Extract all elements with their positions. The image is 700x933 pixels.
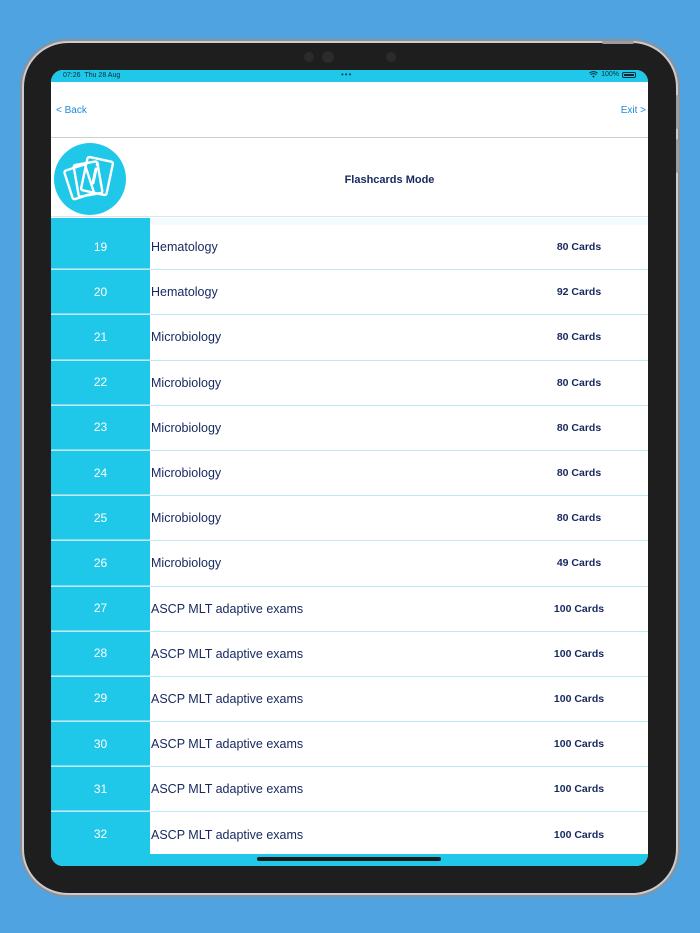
deck-title: ASCP MLT adaptive exams — [151, 646, 304, 661]
deck-number: 21 — [51, 315, 150, 359]
deck-card-count: 100 Cards — [553, 738, 605, 751]
volume-down-button — [676, 139, 679, 173]
deck-card-count: 80 Cards — [556, 376, 602, 389]
page-header — [51, 139, 648, 217]
deck-card-count: 92 Cards — [556, 286, 602, 299]
deck-row[interactable] — [51, 406, 648, 451]
home-indicator[interactable] — [257, 857, 441, 861]
list-top-strip — [51, 218, 150, 225]
exit-button[interactable]: Exit > — [620, 105, 646, 116]
app-screen — [51, 70, 648, 866]
deck-title: Microbiology — [151, 375, 222, 390]
deck-title: Microbiology — [151, 466, 222, 481]
multitasking-dots[interactable]: ••• — [341, 70, 353, 79]
deck-card-count: 80 Cards — [556, 331, 602, 344]
deck-title: Hematology — [151, 240, 218, 255]
volume-up-button — [676, 95, 679, 129]
page-title: Flashcards Mode — [344, 174, 435, 186]
deck-card-count: 80 Cards — [556, 467, 602, 480]
deck-row[interactable] — [51, 632, 648, 677]
deck-number: 25 — [51, 496, 150, 540]
battery-icon — [622, 72, 636, 78]
deck-row[interactable] — [51, 677, 648, 722]
deck-card-count: 80 Cards — [556, 512, 602, 525]
deck-title: ASCP MLT adaptive exams — [151, 827, 304, 842]
deck-number: 22 — [51, 361, 150, 405]
deck-number: 29 — [51, 677, 150, 721]
deck-number: 30 — [51, 722, 150, 766]
status-bar — [51, 70, 648, 82]
deck-card-count: 100 Cards — [553, 692, 605, 705]
deck-row[interactable] — [51, 270, 648, 315]
deck-row[interactable] — [51, 496, 648, 541]
deck-number: 24 — [51, 451, 150, 495]
deck-card-count: 80 Cards — [556, 241, 602, 254]
deck-card-count: 80 Cards — [556, 421, 602, 434]
deck-number: 27 — [51, 587, 150, 631]
deck-row[interactable] — [51, 361, 648, 406]
deck-title: Microbiology — [151, 511, 222, 526]
deck-rows — [51, 225, 648, 858]
deck-title: Microbiology — [151, 556, 222, 571]
deck-title: Microbiology — [151, 420, 222, 435]
status-time-value: 07:26 — [63, 72, 81, 79]
list-top-strip — [150, 218, 648, 225]
deck-card-count: 100 Cards — [553, 783, 605, 796]
status-right — [589, 71, 636, 78]
status-date: Thu 28 Aug — [84, 72, 121, 79]
deck-title: ASCP MLT adaptive exams — [151, 782, 304, 797]
deck-number: 28 — [51, 632, 150, 676]
deck-card-count: 100 Cards — [553, 647, 605, 660]
status-time — [63, 72, 120, 79]
deck-title: ASCP MLT adaptive exams — [151, 737, 304, 752]
deck-row[interactable] — [51, 767, 648, 812]
deck-number: 32 — [51, 812, 150, 856]
deck-row[interactable] — [51, 541, 648, 586]
wifi-icon — [589, 71, 598, 78]
deck-card-count: 100 Cards — [553, 602, 605, 615]
back-button[interactable]: < Back — [56, 105, 87, 116]
deck-row[interactable] — [51, 315, 648, 360]
camera-icon — [386, 52, 396, 62]
camera-icon — [304, 52, 314, 62]
battery-percent: 100% — [601, 71, 619, 78]
deck-row[interactable] — [51, 225, 648, 270]
deck-row[interactable] — [51, 812, 648, 857]
deck-row[interactable] — [51, 587, 648, 632]
deck-card-count: 100 Cards — [553, 828, 605, 841]
deck-number: 19 — [51, 225, 150, 269]
deck-number: 23 — [51, 406, 150, 450]
deck-title: ASCP MLT adaptive exams — [151, 691, 304, 706]
deck-number: 31 — [51, 767, 150, 811]
deck-row[interactable] — [51, 451, 648, 496]
deck-card-count: 49 Cards — [556, 557, 602, 570]
deck-title: Microbiology — [151, 330, 222, 345]
deck-title: ASCP MLT adaptive exams — [151, 601, 304, 616]
camera-icon — [322, 51, 334, 63]
deck-row[interactable] — [51, 722, 648, 767]
navigation-bar — [51, 82, 648, 138]
deck-title: Hematology — [151, 285, 218, 300]
deck-number: 20 — [51, 270, 150, 314]
deck-number: 26 — [51, 541, 150, 585]
top-button — [602, 41, 634, 44]
